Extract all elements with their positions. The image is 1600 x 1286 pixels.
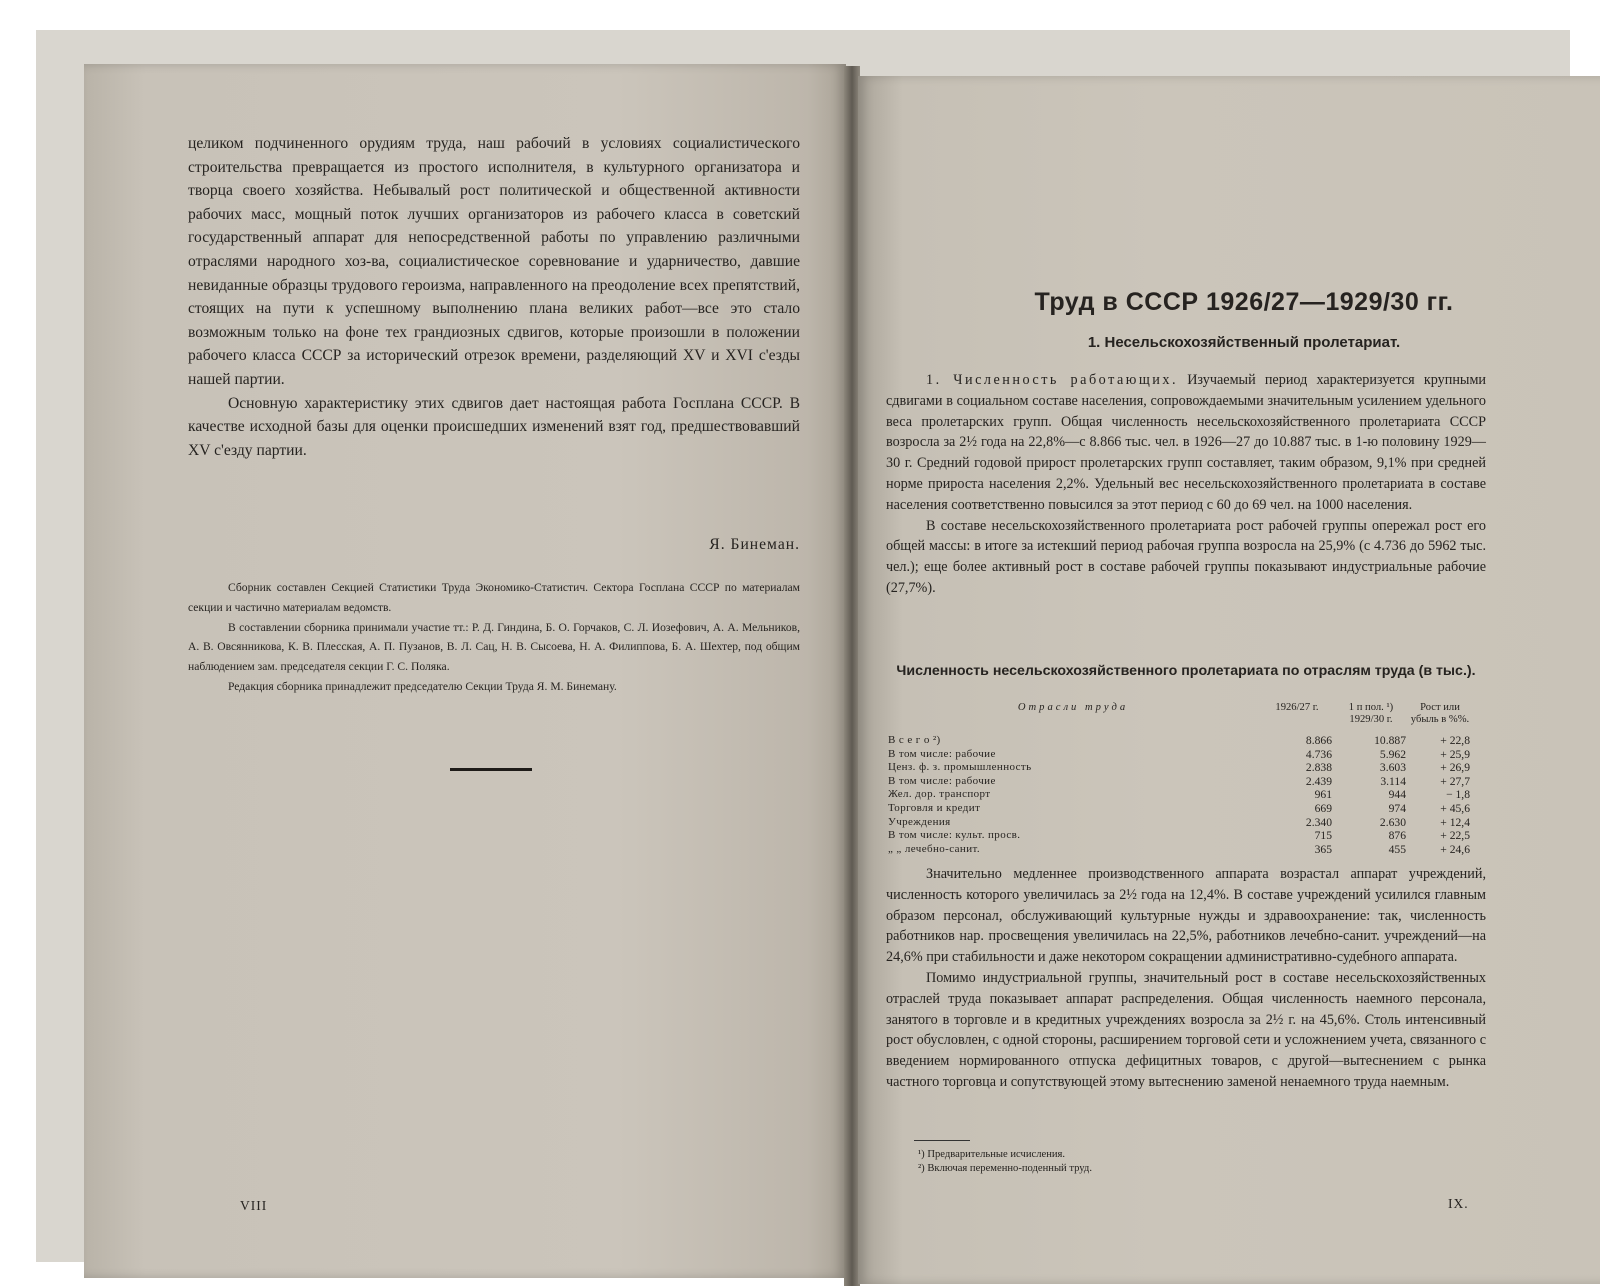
table-row: [886, 775, 1472, 789]
table-header-cell: 1926/27 г.: [1275, 702, 1319, 713]
left-paragraph-2: Основную характеристику этих сдвигов дает настоящая работа Госплана СССР. В качестве исходной базы для оценки происшедших изменений взят год, предшествовавший XV с'езду партии.: [188, 394, 800, 459]
left-paragraph-1: целиком подчиненного орудиям труда, наш рабочий в условиях социалистического строительства превращается из простого исполнителя, в культурного организатора и творца своего хозяйства. Небывалый рост политической и общественной активности рабочих масс, мощный поток лучших организаторов из рабочего класса в советский государственный аппарат для непосредственной работы по управлению различными отраслями народного хоз-ва, социалистическое соревнование и ударничество, давшие невиданные образцы трудового героизма, направленного на преодоление всех препятствий, стоящих на пути к успешному выполнению плана великих работ—все это стало возможным только на фоне тех грандиозных сдвигов, которые произошли в положении рабочего класса СССР за исторический отрезок времени, разделяющий XV и XVI с'езды нашей партии.: [188, 135, 800, 388]
table-row: [886, 829, 1472, 843]
table-header-cell: Рост или убыль в %%.: [1410, 702, 1470, 725]
cell-change: + 25,9: [1440, 747, 1470, 761]
cell-1929: 10.887: [1374, 734, 1406, 747]
cell-1926: 2.340: [1305, 815, 1332, 829]
footnote-divider: [914, 1140, 970, 1141]
page-title: Труд в СССР 1926/27—1929/30 гг.: [1034, 288, 1454, 316]
intro-text: [886, 370, 1486, 599]
continuation-text: [886, 864, 1486, 1093]
cell-1929: 876: [1388, 829, 1406, 843]
cell-1926: 715: [1314, 829, 1332, 843]
page-number-right: IX.: [1448, 1196, 1469, 1211]
cell-1926: 2.439: [1305, 774, 1332, 788]
cell-1926: 8.866: [1305, 734, 1332, 747]
cell-1926: 961: [1314, 788, 1332, 802]
footnote: ¹) Предварительные исчисления.: [918, 1149, 1066, 1160]
table-header-cell: 1 п пол. ¹) 1929/30 г.: [1348, 702, 1394, 725]
section-heading: 1. Несельскохозяйственный пролетариат.: [1087, 334, 1401, 351]
cell-change: + 12,4: [1440, 815, 1470, 829]
table-row: [886, 788, 1472, 802]
cell-1926: 4.736: [1305, 747, 1332, 761]
cell-change: + 24,6: [1440, 842, 1470, 856]
table-title: Численность несельскохозяйственного пролетариата по отраслям труда (в тыс.).: [896, 663, 1476, 679]
credits-paragraph: В составлении сборника принимали участие тт.: Р. Д. Гиндина, Б. О. Горчаков, С. Л. Иозефович, А. А. Мельников, А. В. Овсянникова, К. В. Плесская, А. П. Пузанов, В. Л. Сац, Н. В. Сысоева, Н. А. Филиппова, Б. А. Шехтер, под общим наблюдением зам. председателя секции Г. С. Поляка.: [188, 620, 800, 674]
cell-1929: 455: [1388, 842, 1406, 856]
row-label: Ценз. ф. з. промышленность: [888, 761, 1032, 774]
intro-paragraph-1: [886, 370, 1486, 516]
cell-1929: 3.603: [1379, 761, 1406, 775]
intro-paragraph-1-text: Изучаемый период характеризуется крупными сдвигами в социальном составе населения, сопровождаемыми значительным усилением удельного веса пролетарских групп. Общая численность несельскохозяйственного пролетариата СССР возросла за 2½ года на 22,8%—с 8.866 тыс. чел. в 1926—27 до 10.887 тыс. в 1-ю половину 1929—30 г. Средний годовой прирост пролетарских групп составляет, таким образом, 9,1% при средней норме прироста населения 2,2%. Удельный вес несельскохозяйственного пролетариата в составе населения соответственно повысился за этот период с 60 до 69 чел. на 1000 населения.: [886, 372, 1487, 513]
row-label: В том числе: культ. просв.: [888, 829, 1021, 842]
cell-1926: 669: [1314, 801, 1332, 815]
credits-block: [188, 578, 800, 697]
paragraph-lead: 1. Численность работающих.: [926, 372, 1179, 388]
credits-paragraph: Сборник составлен Секцией Статистики Труда Экономико-Статистич. Сектора Госплана СССР по материалам секции и частично материалам ведомств.: [188, 581, 800, 614]
intro-paragraph-2: В составе несельскохозяйственного пролетариата рост рабочей группы опережал рост его общей массы: в итоге за истекший период рабочая группа возросла на 25,9% (с 4.736 до 5962 тыс. чел.); еще более активный рост в составе рабочей группы показывают индустриальные рабочие (27,7%).: [886, 517, 1486, 596]
cell-1929: 5.962: [1379, 747, 1406, 761]
cell-1929: 3.114: [1380, 774, 1406, 788]
table-row: [886, 843, 1472, 857]
row-label: В том числе: рабочие: [888, 747, 996, 760]
footnote: ²) Включая переменно-поденный труд.: [918, 1163, 1092, 1174]
cell-change: + 22,8: [1440, 734, 1470, 747]
cell-1926: 365: [1314, 842, 1332, 856]
cell-change: + 45,6: [1440, 801, 1470, 815]
section-divider: [450, 768, 532, 771]
table-row: [886, 802, 1472, 816]
cell-change: + 27,7: [1440, 774, 1470, 788]
cell-1929: 974: [1388, 801, 1406, 815]
cell-change: + 22,5: [1440, 829, 1470, 843]
row-label: „ „ лечебно-санит.: [888, 842, 981, 855]
left-page: [84, 64, 846, 1278]
data-table: [886, 702, 1472, 856]
table-row: [886, 748, 1472, 762]
signature: Я. Бинеман.: [709, 536, 800, 553]
table-row: [886, 734, 1472, 748]
open-book: [36, 30, 1570, 1262]
row-label: Учреждения: [888, 815, 951, 828]
continuation-paragraph-1: Значительно медленнее производственного аппарата возрастал аппарат учреждений, численность которого увеличилась за 2½ года на 12,4%. В составе учреждений усилился главным образом персонал, обслуживающий культурные нужды и здравоохранение: так, численность работников нар. просвещения увеличилась на 22,5%, работников лечебно-санит. учреждений—на 24,6% при стабильности и даже некотором сокращении административно-судебного аппарата.: [886, 866, 1486, 966]
row-label: Жел. дор. транспорт: [888, 788, 991, 801]
cell-1929: 2.630: [1379, 815, 1406, 829]
table-row: [886, 816, 1472, 830]
table-header-cell: Отрасли труда: [1017, 702, 1129, 713]
row-label: В с е г о ²): [888, 734, 941, 746]
page-number-left: VIII: [240, 1198, 268, 1213]
table-header-row: [886, 702, 1472, 734]
cell-1929: 944: [1388, 788, 1406, 802]
continuation-paragraph-2: Помимо индустриальной группы, значительный рост в составе несельскохозяйственных отраслей труда показывает аппарат распределения. Общая численность наемного персонала, занятого в торговле и в кредитных учреждениях возросла за 2½ г. на 45,6%. Столь интенсивный рост обусловлен, с одной стороны, расширением торговой сети и усложнением учета, связанного с введением нормированного отпуска дефицитных товаров, с другой—вытеснением с рынка частного торговца и сопутствующей этому вытеснению заменой ненаемного труда наемным.: [886, 969, 1486, 1090]
footnotes: [918, 1148, 1478, 1176]
cell-change: + 26,9: [1440, 761, 1470, 775]
left-page-text: [188, 132, 800, 462]
row-label: В том числе: рабочие: [888, 774, 996, 787]
right-page: [858, 76, 1600, 1284]
cell-1926: 2.838: [1305, 761, 1332, 775]
row-label: Торговля и кредит: [888, 801, 981, 814]
credits-paragraph: Редакция сборника принадлежит председателю Секции Труда Я. М. Бинеману.: [228, 679, 617, 693]
table-row: [886, 761, 1472, 775]
cell-change: − 1,8: [1446, 788, 1470, 802]
